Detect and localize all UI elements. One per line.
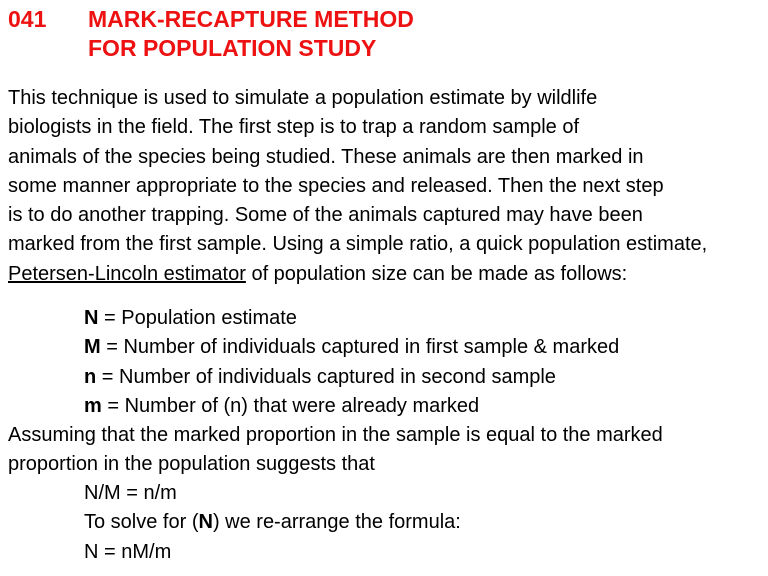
intro-line (8, 260, 707, 289)
title-line-1: MARK-RECAPTURE METHOD (88, 6, 414, 32)
slide-title (88, 5, 414, 63)
solve-prefix: To solve for ( (84, 511, 199, 534)
intro-line: some manner appropriate to the species and released. Then the next step (8, 174, 664, 197)
definition-text: = Population estimate (98, 307, 297, 329)
petersen-lincoln-link[interactable]: Petersen-Lincoln estimator (8, 262, 246, 285)
slide-number: 041 (8, 6, 47, 32)
definition-text: = Number of individuals captured in second sample (96, 365, 556, 388)
definition-symbol: N (84, 307, 99, 329)
definition-row (84, 333, 619, 362)
definitions-list (84, 304, 619, 421)
definition-text: = Number of individuals captured in first sample & marked (100, 336, 620, 359)
assumption-line: Assuming that the marked proportion in the sample is equal to the marked (8, 424, 663, 446)
assumption-line: proportion in the population suggests that (8, 453, 375, 476)
solve-symbol: N (198, 511, 213, 534)
definition-symbol: n (84, 365, 97, 388)
intro-line: biologists in the field. The first step is to trap a random sample of (8, 116, 580, 139)
intro-line: This technique is used to simulate a population estimate by wildlife (8, 87, 598, 109)
definition-symbol: m (84, 394, 102, 417)
ratio-formula: N/M = n/m (84, 482, 177, 504)
definition-row (84, 363, 619, 392)
solve-instruction (84, 508, 461, 537)
definition-row (84, 392, 619, 421)
definition-row (84, 304, 619, 333)
intro-line: is to do another trapping. Some of the animals captured may have been (8, 204, 643, 227)
definition-text: = Number of (n) that were already marked (101, 394, 480, 417)
intro-line-rest: of population size can be made as follows: (245, 262, 628, 285)
intro-paragraph (8, 84, 707, 289)
assumption-paragraph (8, 421, 663, 480)
title-line-2: FOR POPULATION STUDY (88, 35, 377, 61)
formula-block (84, 479, 461, 567)
result-formula: N = nM/m (84, 540, 172, 563)
intro-line: animals of the species being studied. These animals are then marked in (8, 145, 644, 168)
solve-suffix: ) we re-arrange the formula: (212, 511, 461, 534)
intro-line: marked from the first sample. Using a simple ratio, a quick population estimate, (8, 233, 708, 256)
definition-symbol: M (84, 336, 101, 359)
